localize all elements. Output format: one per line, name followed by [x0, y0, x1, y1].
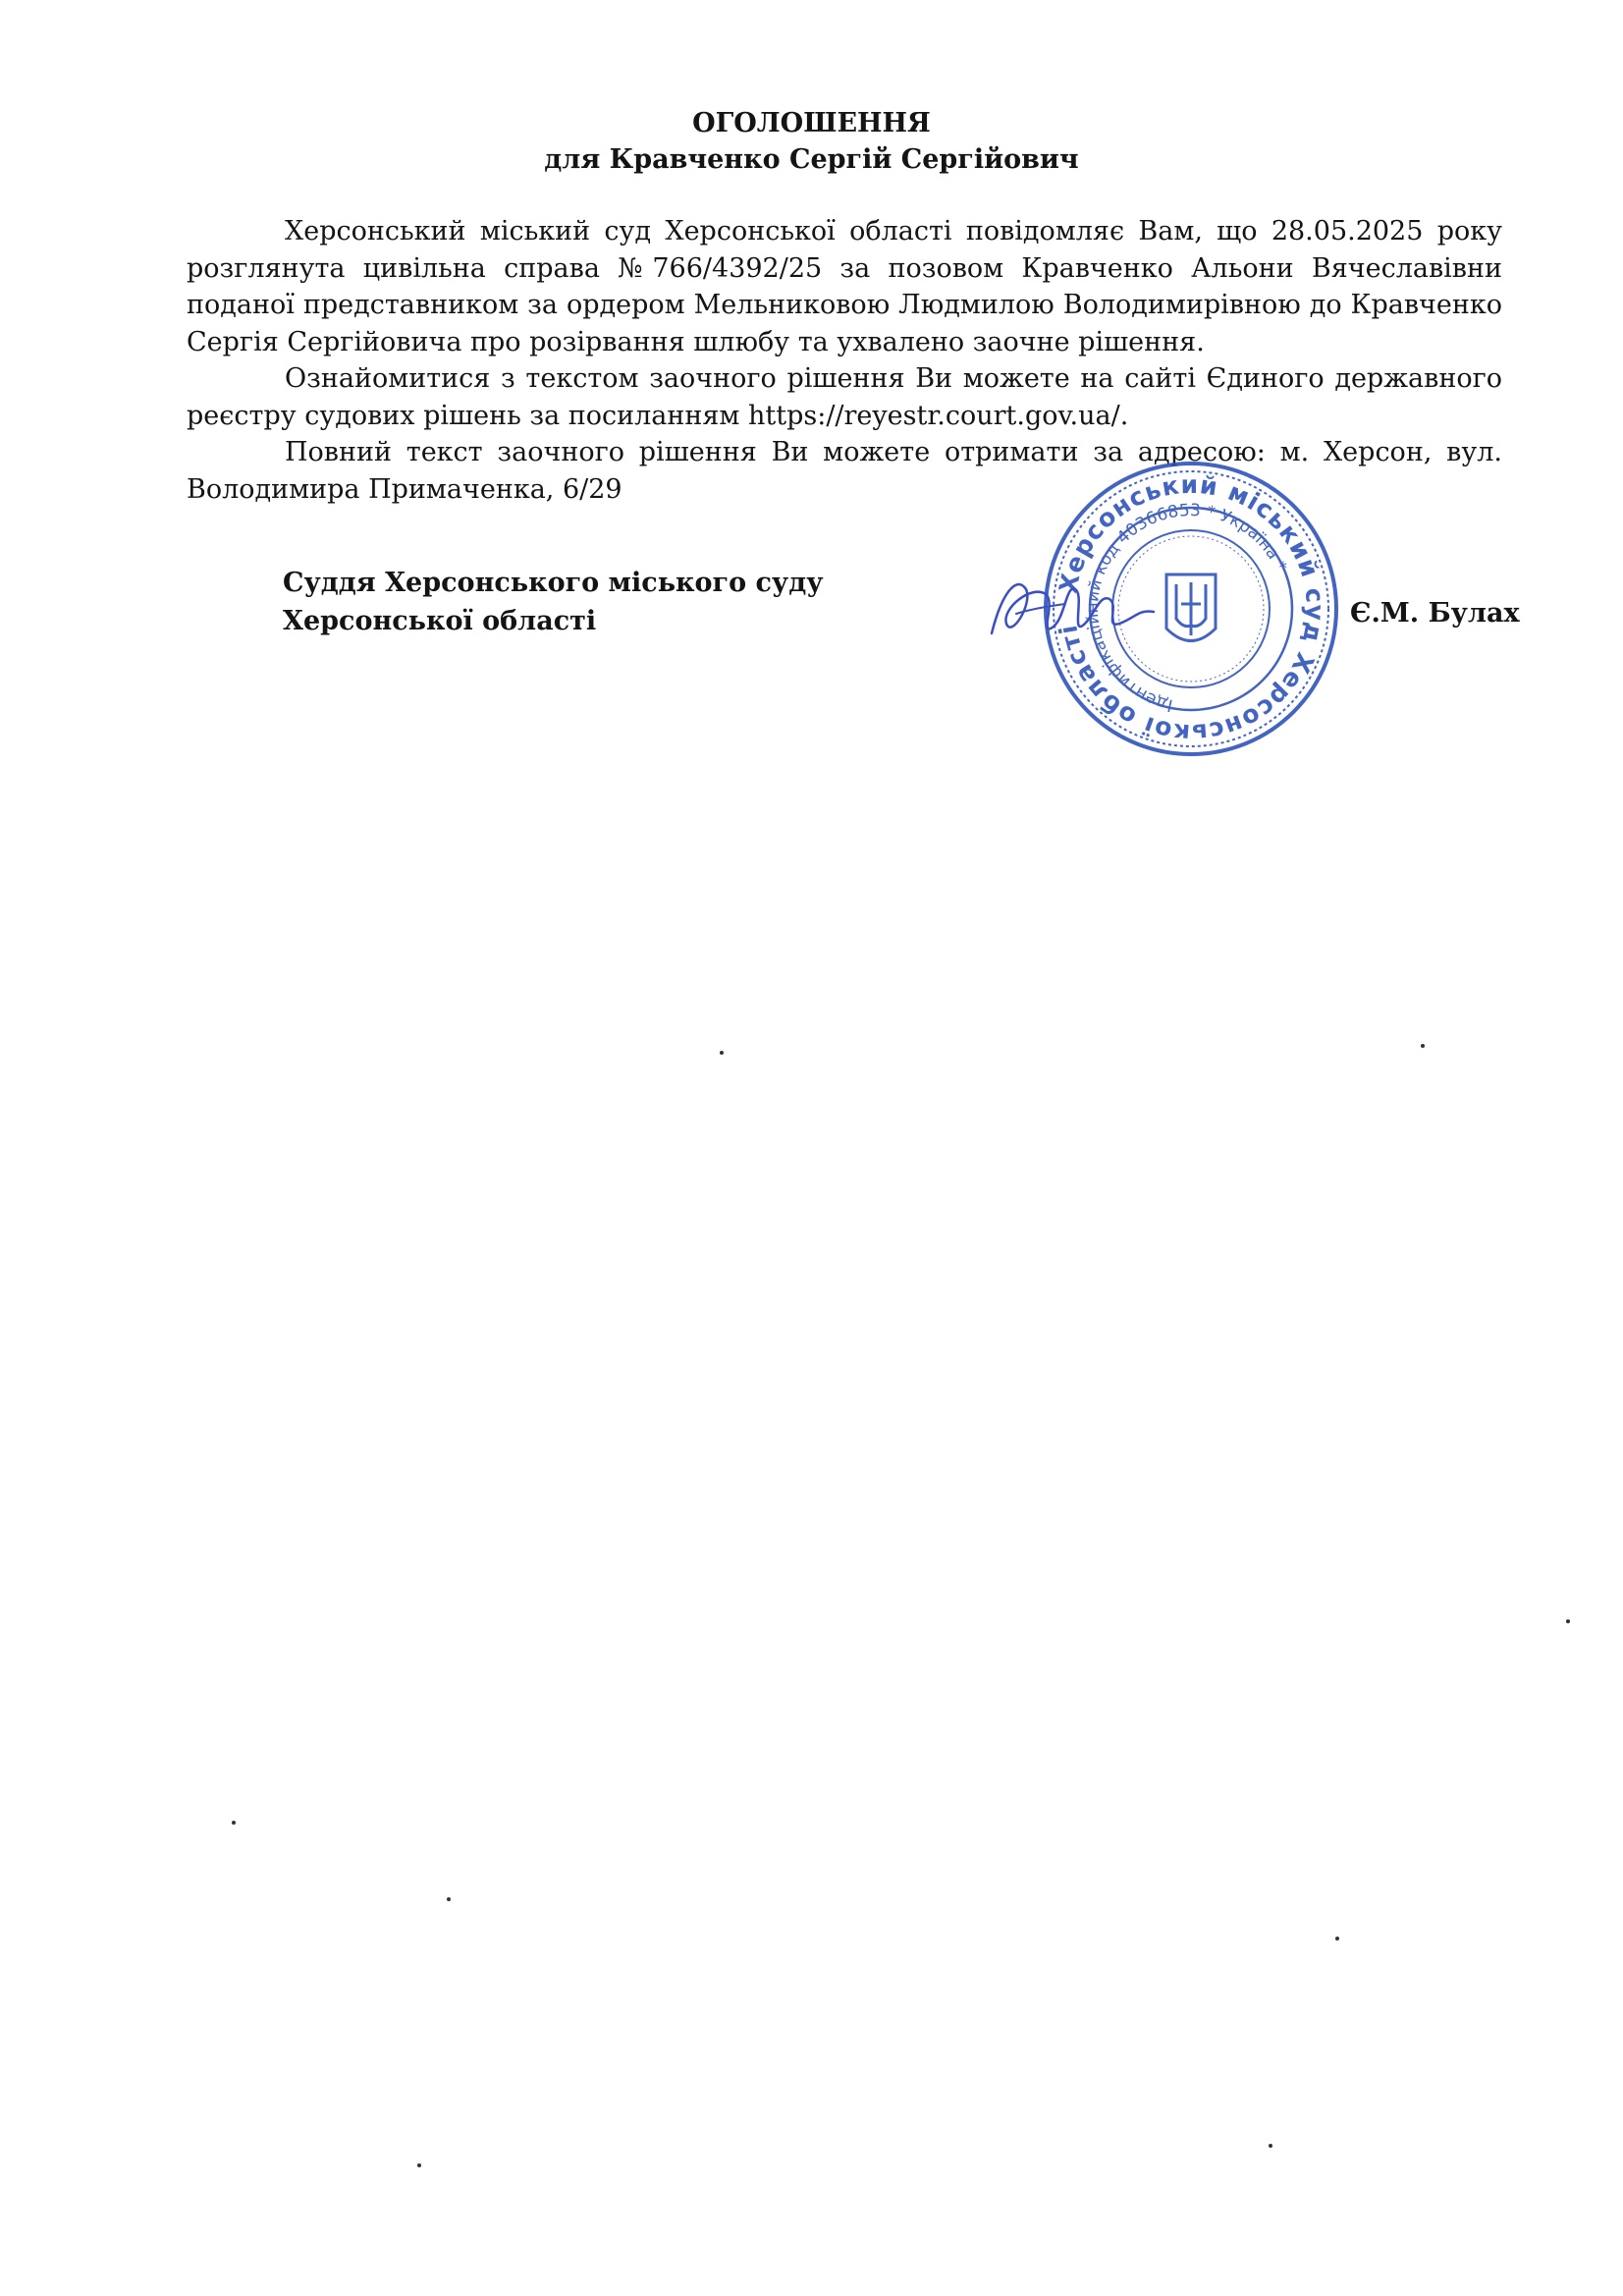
position-line-1: Суддя Херсонського міського суду [283, 568, 824, 598]
scan-speck [417, 2163, 421, 2167]
notice-title: ОГОЛОШЕННЯ [692, 108, 931, 138]
notice-subtitle: для Кравченко Сергій Сергійович [544, 144, 1079, 175]
scan-speck [1269, 2144, 1272, 2148]
position-line-2: Херсонської області [283, 606, 597, 636]
scan-speck [1566, 1619, 1570, 1623]
paragraph-registry-link: Ознайомитися з текстом заочного рішення Ви можете на сайті Єдиного державного реєстру судових рішень за посиланням https://reyestr.court.gov.ua/. [187, 363, 1502, 431]
signature-position [283, 564, 824, 640]
trident-emblem-icon [1166, 574, 1216, 641]
scan-speck [1421, 1044, 1425, 1048]
scan-speck [447, 1897, 451, 1901]
stamp-inner-text: Ідентифікаційний код 40366853 * Україна * [1082, 500, 1291, 716]
paragraph-address: Повний текст заочного рішення Ви можете отримати за адресою: м. Херсон, вул. Володимира Примаченка, 6/29 [187, 437, 1502, 505]
handwritten-signature [972, 555, 1168, 663]
judge-name: Є.М. Булах [1350, 598, 1520, 629]
scan-speck [232, 1821, 236, 1825]
scan-speck [720, 1051, 724, 1055]
scan-speck [1335, 1937, 1339, 1941]
stamp-outer-text: Херсонський міський суд Херсонської області [1054, 469, 1330, 748]
paragraph-case-info: Херсонський міський суд Херсонської області повідомляє Вам, що 28.05.2025 року розглянута цивільна справа №766/4392/25 за позовом Кравченко Альони Вячеславівни поданої представником за ордером Мельниковою Людмилою Володимирівною до Кравченко Сергія Сергійовича про розірвання шлюбу та ухвалено заочне рішення. [187, 216, 1502, 357]
